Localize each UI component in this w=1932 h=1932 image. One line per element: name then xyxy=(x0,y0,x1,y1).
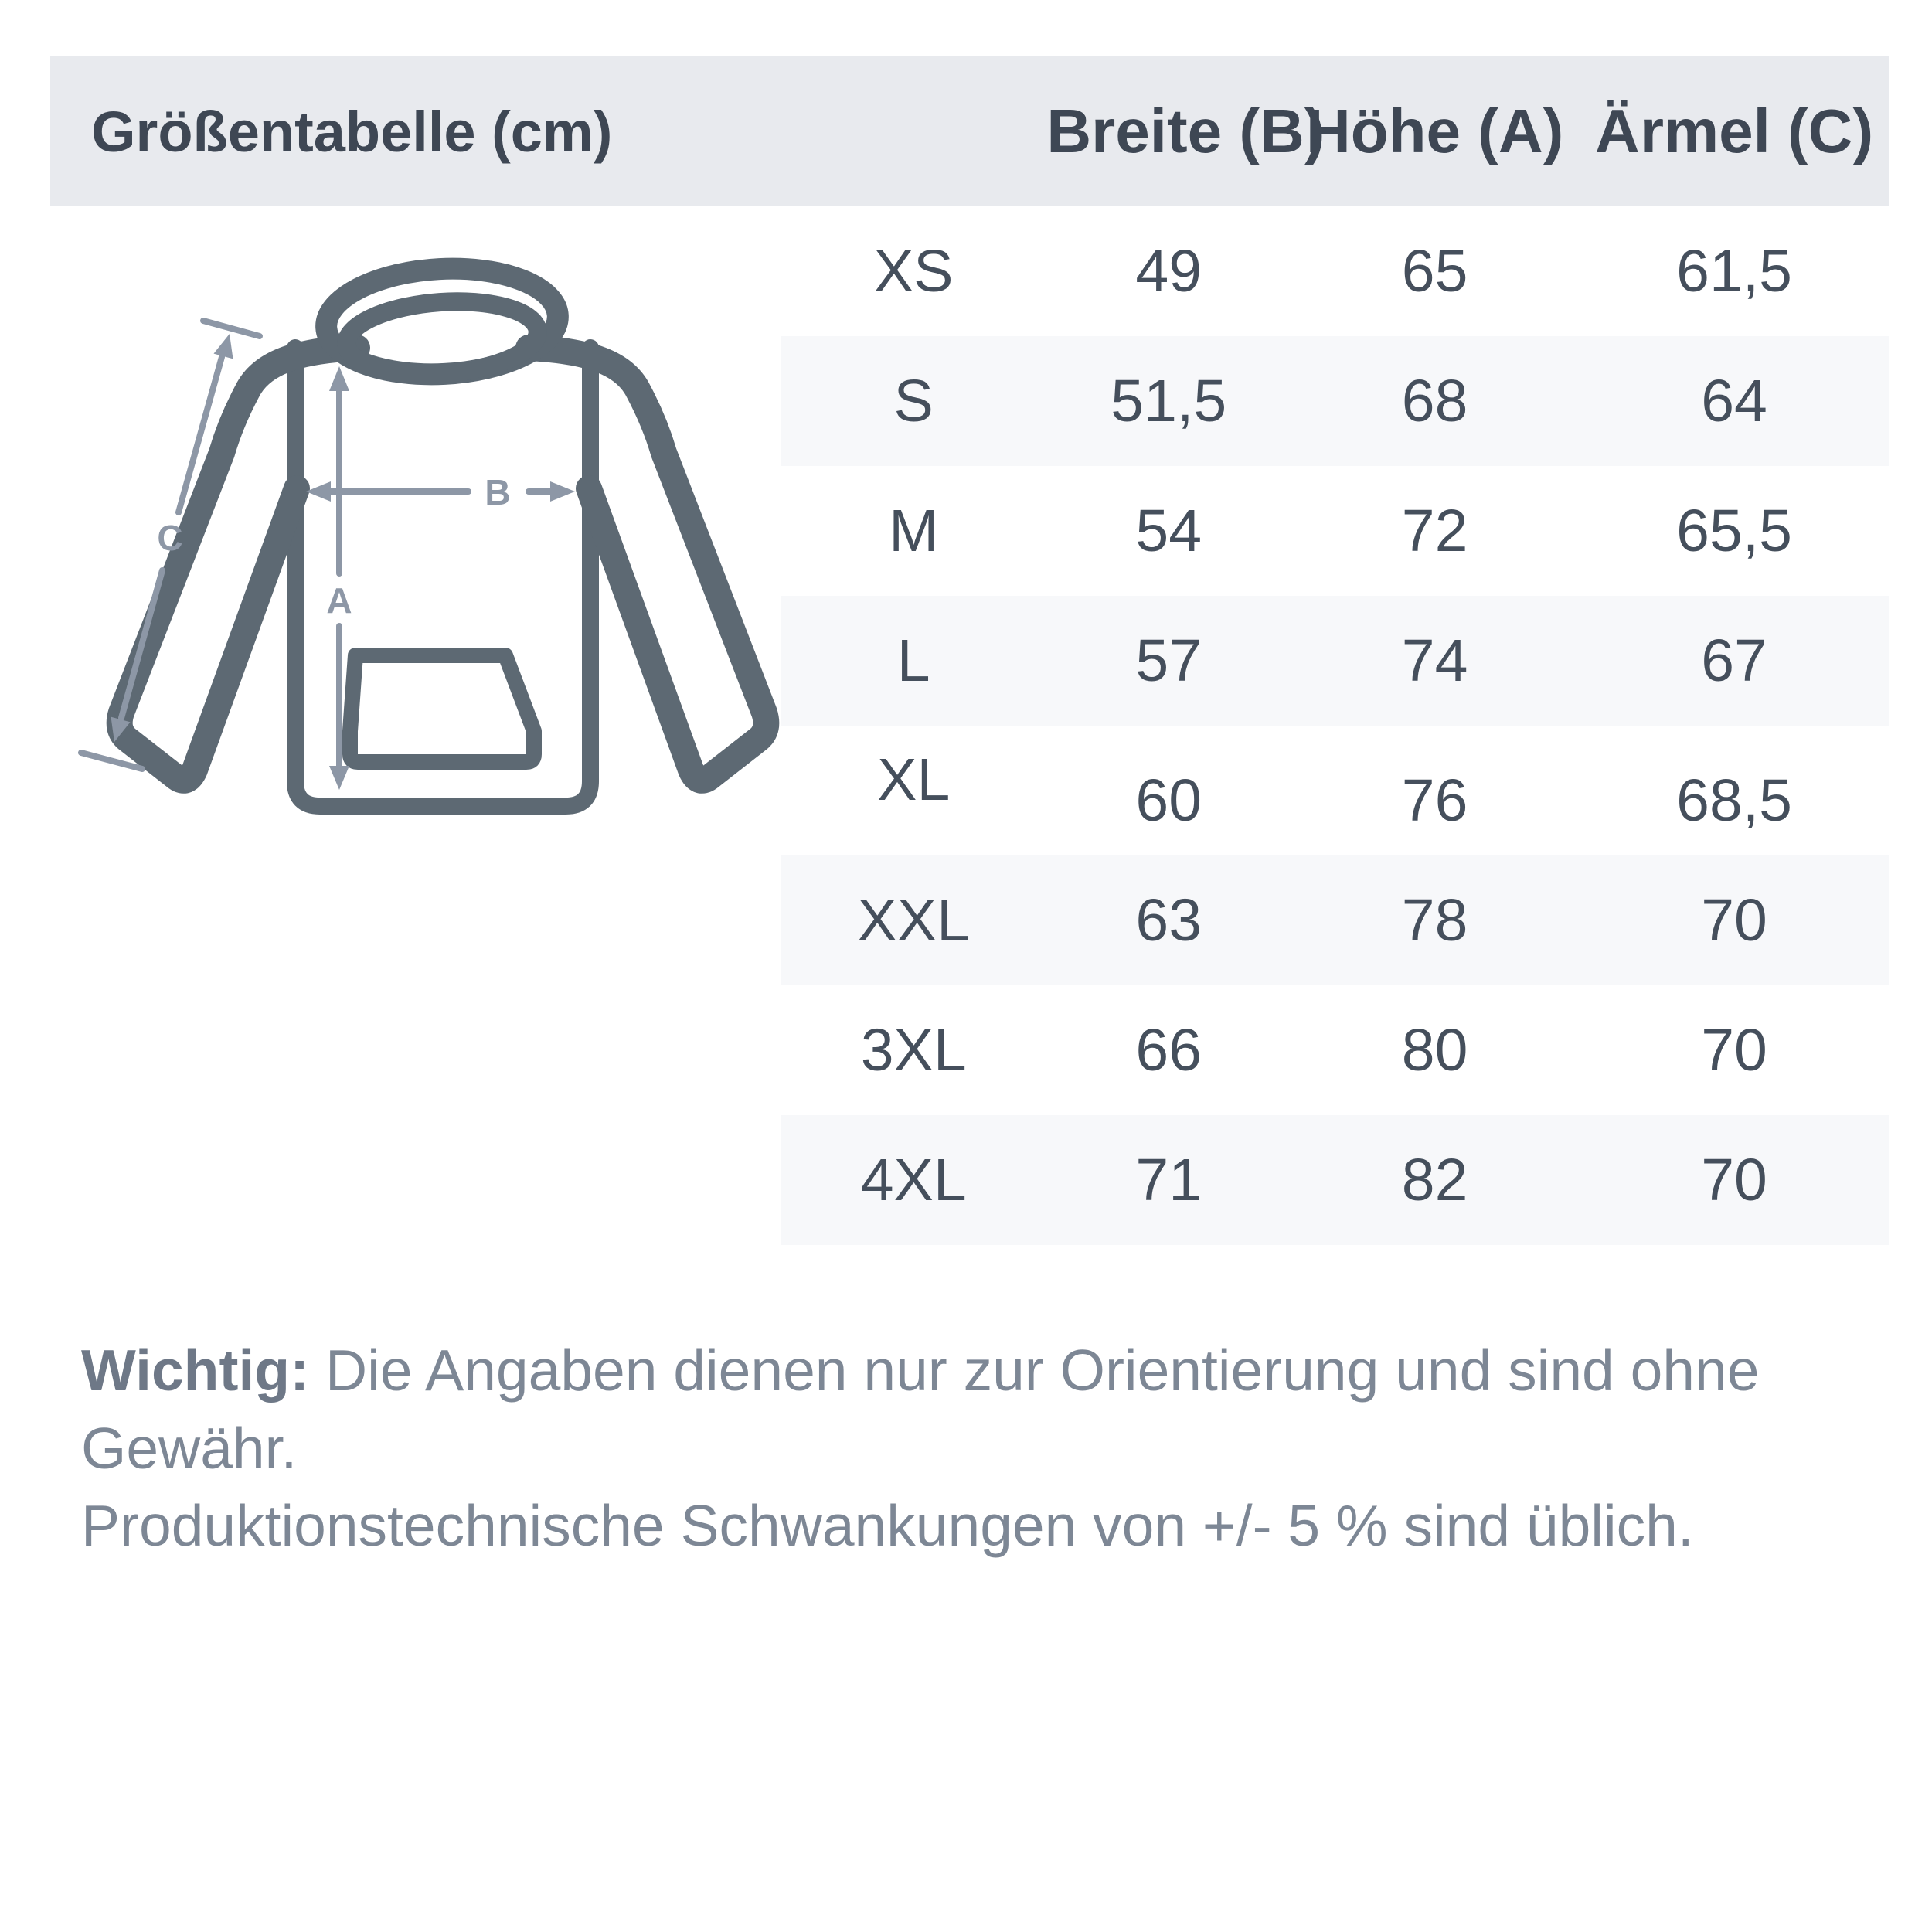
size-label: L xyxy=(896,627,930,694)
aermel-value: 61,5 xyxy=(1676,237,1792,304)
arrow-a-head-top xyxy=(329,366,349,391)
breite-value: 66 xyxy=(1135,1016,1202,1083)
header-bar xyxy=(50,56,1889,206)
hoehe-value: 82 xyxy=(1401,1146,1468,1213)
arrow-c-end-tick-top xyxy=(203,321,260,336)
table-row-4xl xyxy=(781,1115,1889,1245)
hoehe-value: 65 xyxy=(1401,237,1468,304)
page-title: Größentabelle (cm) xyxy=(91,99,613,164)
size-label: XXL xyxy=(857,886,970,954)
hoodie-right-sleeve-outline xyxy=(529,348,766,781)
hoehe-value: 80 xyxy=(1401,1016,1468,1083)
size-label: S xyxy=(893,367,934,434)
column-headers xyxy=(781,56,1889,206)
measure-label-c: C xyxy=(157,518,183,558)
hoodie-measurement-diagram xyxy=(46,216,781,873)
table-row-xs xyxy=(781,206,1889,336)
disclaimer-note xyxy=(81,1332,1859,1565)
arrow-c-head-top xyxy=(214,334,233,359)
hood-inner-ring xyxy=(344,295,540,379)
size-label: 3XL xyxy=(860,1016,967,1083)
aermel-value: 70 xyxy=(1701,1146,1767,1213)
hoodie-pocket-outline xyxy=(350,655,534,762)
hoehe-value: 72 xyxy=(1401,497,1468,564)
size-label: M xyxy=(889,497,939,564)
size-label: XL xyxy=(877,746,951,813)
disclaimer-line1: Die Angaben dienen nur zur Orientierung und sind ohne Gewähr. xyxy=(81,1338,1760,1481)
hoehe-value: 76 xyxy=(1401,767,1468,834)
aermel-value: 65,5 xyxy=(1676,497,1792,564)
aermel-value: 68,5 xyxy=(1676,767,1792,834)
measure-label-b: B xyxy=(485,472,511,512)
hoehe-value: 78 xyxy=(1401,886,1468,954)
column-header-breite: Breite (B) xyxy=(1046,97,1325,165)
table-row-xl xyxy=(781,726,1889,855)
size-table xyxy=(781,206,1889,1245)
measure-label-a: A xyxy=(326,580,352,621)
column-header-aermel: Ärmel (C) xyxy=(1595,97,1874,165)
breite-value: 63 xyxy=(1135,886,1202,954)
table-row-m xyxy=(781,466,1889,596)
arrow-b-head-left xyxy=(306,481,331,502)
aermel-value: 70 xyxy=(1701,1016,1767,1083)
aermel-value: 70 xyxy=(1701,886,1767,954)
breite-value: 49 xyxy=(1135,237,1202,304)
arrow-b-head-right xyxy=(550,481,575,502)
breite-value: 60 xyxy=(1135,767,1202,834)
disclaimer-label: Wichtig: xyxy=(81,1338,310,1403)
aermel-value: 67 xyxy=(1701,627,1767,694)
hoodie-left-sleeve-outline xyxy=(120,348,357,781)
table-row-l xyxy=(781,596,1889,726)
table-row-s xyxy=(781,336,1889,466)
size-label: XS xyxy=(873,237,954,304)
breite-value: 71 xyxy=(1135,1146,1202,1213)
breite-value: 51,5 xyxy=(1111,367,1227,434)
arrow-a-head-bottom xyxy=(329,766,349,790)
aermel-value: 64 xyxy=(1701,367,1767,434)
hoehe-value: 74 xyxy=(1401,627,1468,694)
breite-value: 57 xyxy=(1135,627,1202,694)
table-row-xxl xyxy=(781,855,1889,985)
size-label: 4XL xyxy=(860,1146,967,1213)
column-header-hoehe: Höhe (A) xyxy=(1305,97,1564,165)
breite-value: 54 xyxy=(1135,497,1202,564)
hoehe-value: 68 xyxy=(1401,367,1468,434)
disclaimer-line2: Produktionstechnische Schwankungen von +/- 5 % sind üblich. xyxy=(81,1493,1694,1558)
table-row-3xl xyxy=(781,985,1889,1115)
